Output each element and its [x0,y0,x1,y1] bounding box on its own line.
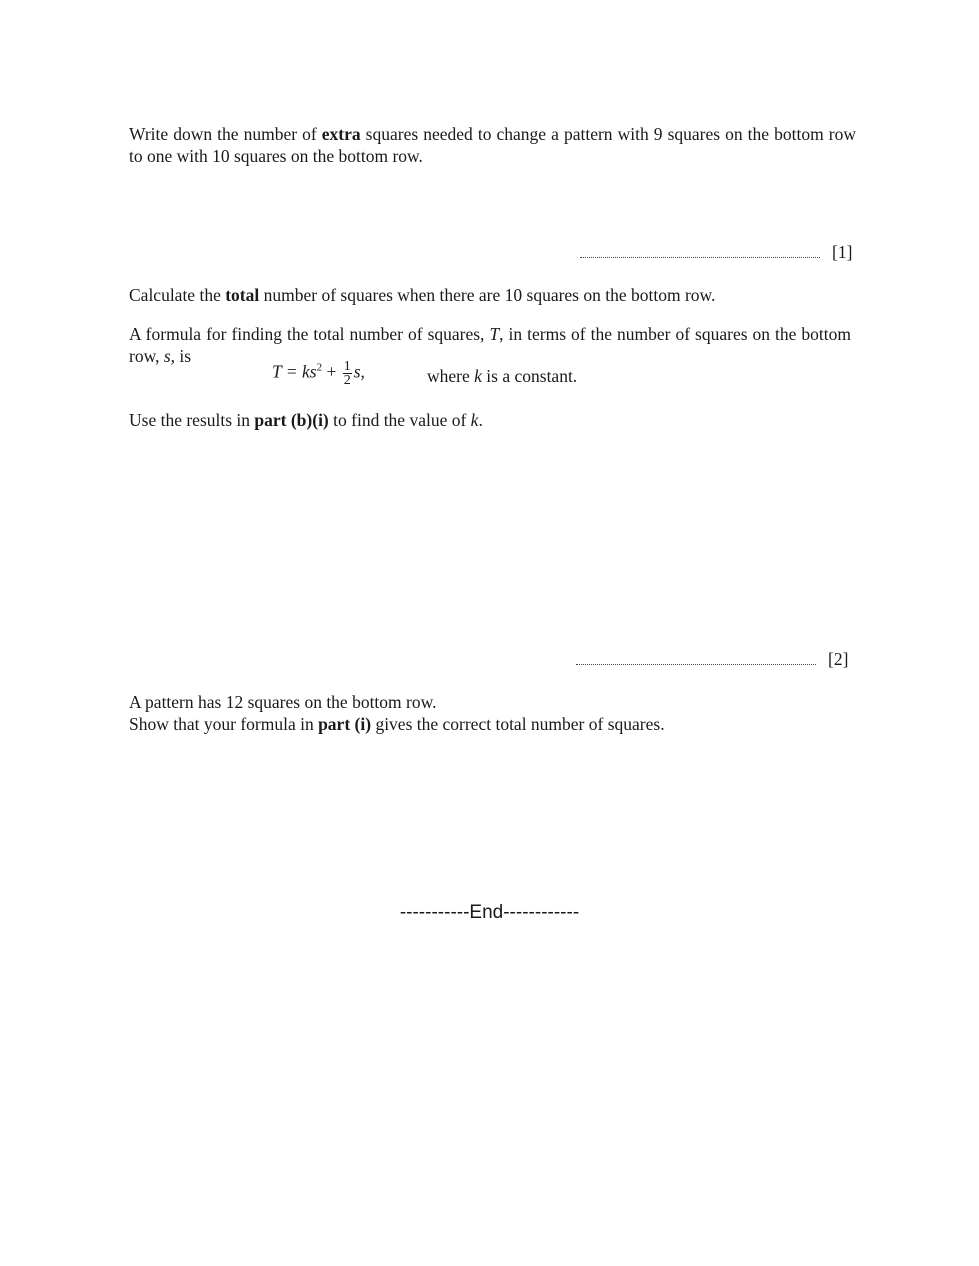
answer-line-2[interactable] [576,648,848,670]
bold-part-bi: part (b)(i) [254,410,329,430]
end-marker: -----------End------------ [399,902,580,923]
answer-dots[interactable] [576,650,816,665]
bold-part-i: part (i) [318,714,372,734]
marks-2: [2] [828,649,849,669]
question-find-k: Use the results in part (b)(i) to find the value of k. [129,410,483,430]
marks-1: [1] [832,242,853,262]
answer-dots[interactable] [580,243,820,258]
formula-intro: A formula for finding the total number of squares, T, in terms of the number of squares on the bottom row, s, is [129,324,852,366]
question-total-squares: Calculate the total number of squares when there are 10 squares on the bottom row. [129,285,716,305]
bold-total: total [225,285,260,305]
answer-line-1[interactable] [580,241,852,263]
fraction-half: $\frac{1}{2}$ [343,359,351,388]
question-show-formula: A pattern has 12 squares on the bottom row. Show that your formula in part (i) gives the correct total number of squares. [129,692,665,734]
bold-extra: extra [321,124,361,144]
formula-where: where k is a constant. [427,366,578,386]
formula-expression: $T = ks^2$ + $\frac{1}{2}$ s, [272,359,365,388]
question-extra-squares: Write down the number of extra squares needed to change a pattern with 9 squares on the bottom row to one with 10 squares on the bottom row. [129,124,856,166]
